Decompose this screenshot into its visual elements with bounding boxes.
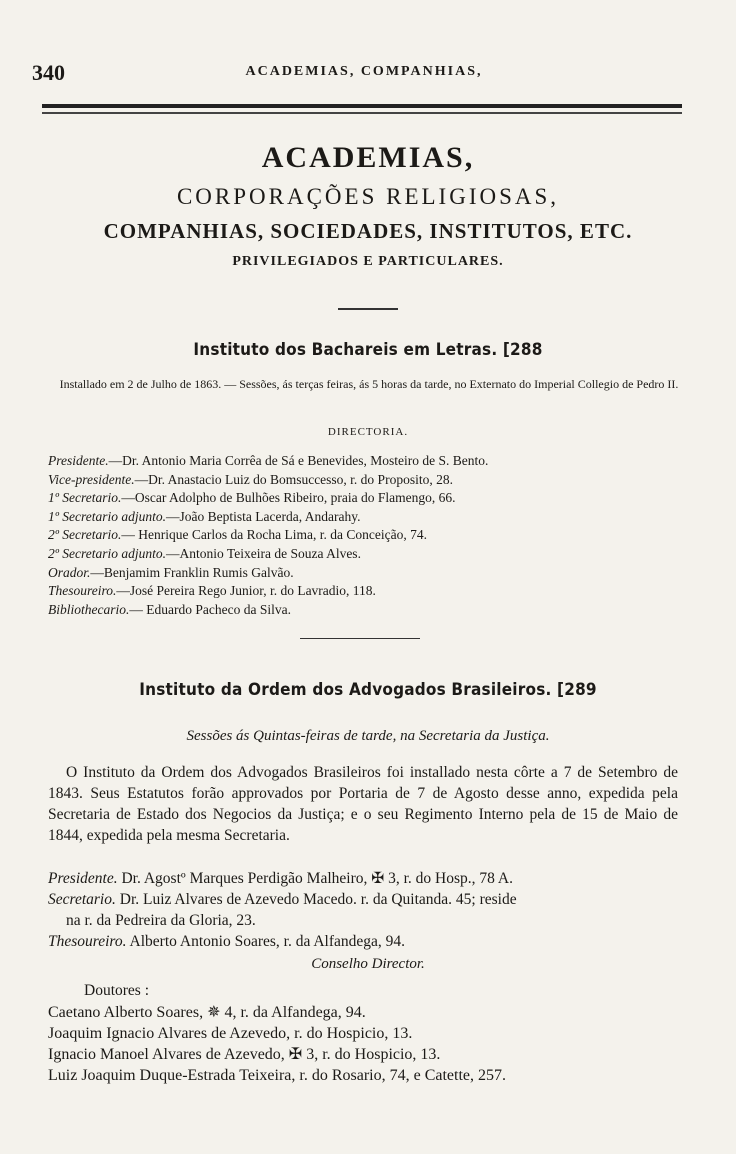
member-text: —Dr. Antonio Maria Corrêa de Sá e Benevides, Mosteiro de S. Bento. xyxy=(108,453,489,468)
member-text: — Henrique Carlos da Rocha Lima, r. da Conceição, 74. xyxy=(121,527,427,543)
chapter-heading xyxy=(20,140,716,272)
section-divider xyxy=(300,638,420,639)
section-title-bachareis: Instituto dos Bachareis em Letras. [288 xyxy=(193,340,543,360)
list-item xyxy=(48,545,708,564)
list-item xyxy=(48,868,680,889)
list-item xyxy=(48,489,708,508)
member-role: 1º Secretario adjunto. xyxy=(48,508,167,524)
member-text: —Dr. Anastacio Luiz do Bomsuccesso, r. do Proposito, 28. xyxy=(134,471,453,487)
list-item xyxy=(48,931,680,952)
officer-text-continued: na r. da Pedreira da Gloria, 23. xyxy=(66,912,256,929)
section-title-advogados: Instituto da Ordem dos Advogados Brasileiros. [289 xyxy=(139,680,597,700)
installation-note: Installado em 2 de Julho de 1863. — Sessões, ás terças feiras, ás 5 horas da tarde, no Externato do Imperial Collegio de Pedro II. xyxy=(59,377,679,391)
conselho-heading: Conselho Director. xyxy=(311,956,425,972)
list-item xyxy=(48,889,680,931)
heading-main: ACADEMIAS, xyxy=(261,141,475,174)
list-item xyxy=(48,471,708,490)
member-role: 2º Secretario adjunto. xyxy=(48,545,167,561)
member-role: Thesoureiro. xyxy=(48,583,117,599)
sessions-note: Sessões ás Quintas-feiras de tarde, na Secretaria da Justiça. xyxy=(186,728,550,744)
member-text: — Eduardo Pacheco da Silva. xyxy=(129,601,291,617)
list-item: Caetano Alberto Soares, ✵ 4, r. da Alfandega, 94. xyxy=(48,1004,366,1021)
officer-text: Dr. Luiz Alvares de Azevedo Macedo. r. da Quitanda. 45; reside xyxy=(115,891,517,908)
list-item: Joaquim Ignacio Alvares de Azevedo, r. do Hospicio, 13. xyxy=(48,1025,413,1042)
running-title: ACADEMIAS, COMPANHIAS, xyxy=(245,64,483,79)
list-item: Ignacio Manoel Alvares de Azevedo, ✠ 3, r. do Hospicio, 13. xyxy=(48,1046,441,1063)
list-item: Luiz Joaquim Duque-Estrada Teixeira, r. do Rosario, 74, e Catette, 257. xyxy=(48,1067,507,1084)
officer-text: Dr. Agostº Marques Perdigão Malheiro, ✠ 3, r. do Hosp., 78 A. xyxy=(117,870,513,887)
list-item xyxy=(48,564,708,583)
header-rule-thick xyxy=(42,104,682,108)
list-item xyxy=(48,508,708,527)
doutores-label: Doutores : xyxy=(84,982,150,999)
header-rule-thin xyxy=(42,112,682,114)
officer-role: Presidente. xyxy=(48,870,118,887)
member-role: 2º Secretario. xyxy=(48,527,122,543)
officer-text: Alberto Antonio Soares, r. da Alfandega, 94. xyxy=(126,933,406,950)
list-item xyxy=(48,582,708,601)
list-item xyxy=(48,452,708,471)
officer-role: Secretario. xyxy=(48,891,116,908)
directoria-list xyxy=(48,452,708,619)
member-text: —João Beptista Lacerda, Andarahy. xyxy=(166,508,361,524)
member-role: 1º Secretario. xyxy=(48,490,122,506)
member-text: —Oscar Adolpho de Bulhões Ribeiro, praia do Flamengo, 66. xyxy=(121,490,456,506)
doutores-list xyxy=(48,1002,688,1086)
list-item xyxy=(48,601,708,620)
member-role: Bibliothecario. xyxy=(48,601,130,617)
member-text: —Benjamim Franklin Rumis Galvão. xyxy=(90,564,294,580)
heading-subtitle-2: COMPANHIAS, SOCIEDADES, INSTITUTOS, ETC. xyxy=(103,219,633,243)
member-text: —José Pereira Rego Junior, r. do Lavradio, 118. xyxy=(116,583,376,599)
member-role: Presidente. xyxy=(48,453,109,468)
running-header xyxy=(32,60,696,88)
heading-subtitle-3: PRIVILEGIADOS E PARTICULARES. xyxy=(232,254,504,269)
member-role: Orador. xyxy=(48,564,91,580)
officer-role: Thesoureiro. xyxy=(48,933,127,950)
list-item xyxy=(48,526,708,545)
member-text: —Antonio Teixeira de Souza Alves. xyxy=(166,545,361,561)
directoria-label: DIRECTORIA. xyxy=(327,426,409,438)
member-role: Vice-presidente. xyxy=(48,471,135,487)
heading-subtitle-1: CORPORAÇÕES RELIGIOSAS, xyxy=(176,184,560,209)
section-divider xyxy=(338,308,398,310)
history-paragraph: O Instituto da Ordem dos Advogados Brasileiros foi installado nesta côrte a 7 de Setembro de 1843. Seus Estatutos forão approvados por Portaria de 7 de Agosto desse anno, expedida pela Secretaria de Estado dos Negocios da Justiça; e o seu Regimento Interno pela de 15 de Maio de 1844, expedida pela mesma Secretaria. xyxy=(48,764,678,844)
officers-list xyxy=(48,868,680,952)
page-number: 340 xyxy=(32,60,65,85)
